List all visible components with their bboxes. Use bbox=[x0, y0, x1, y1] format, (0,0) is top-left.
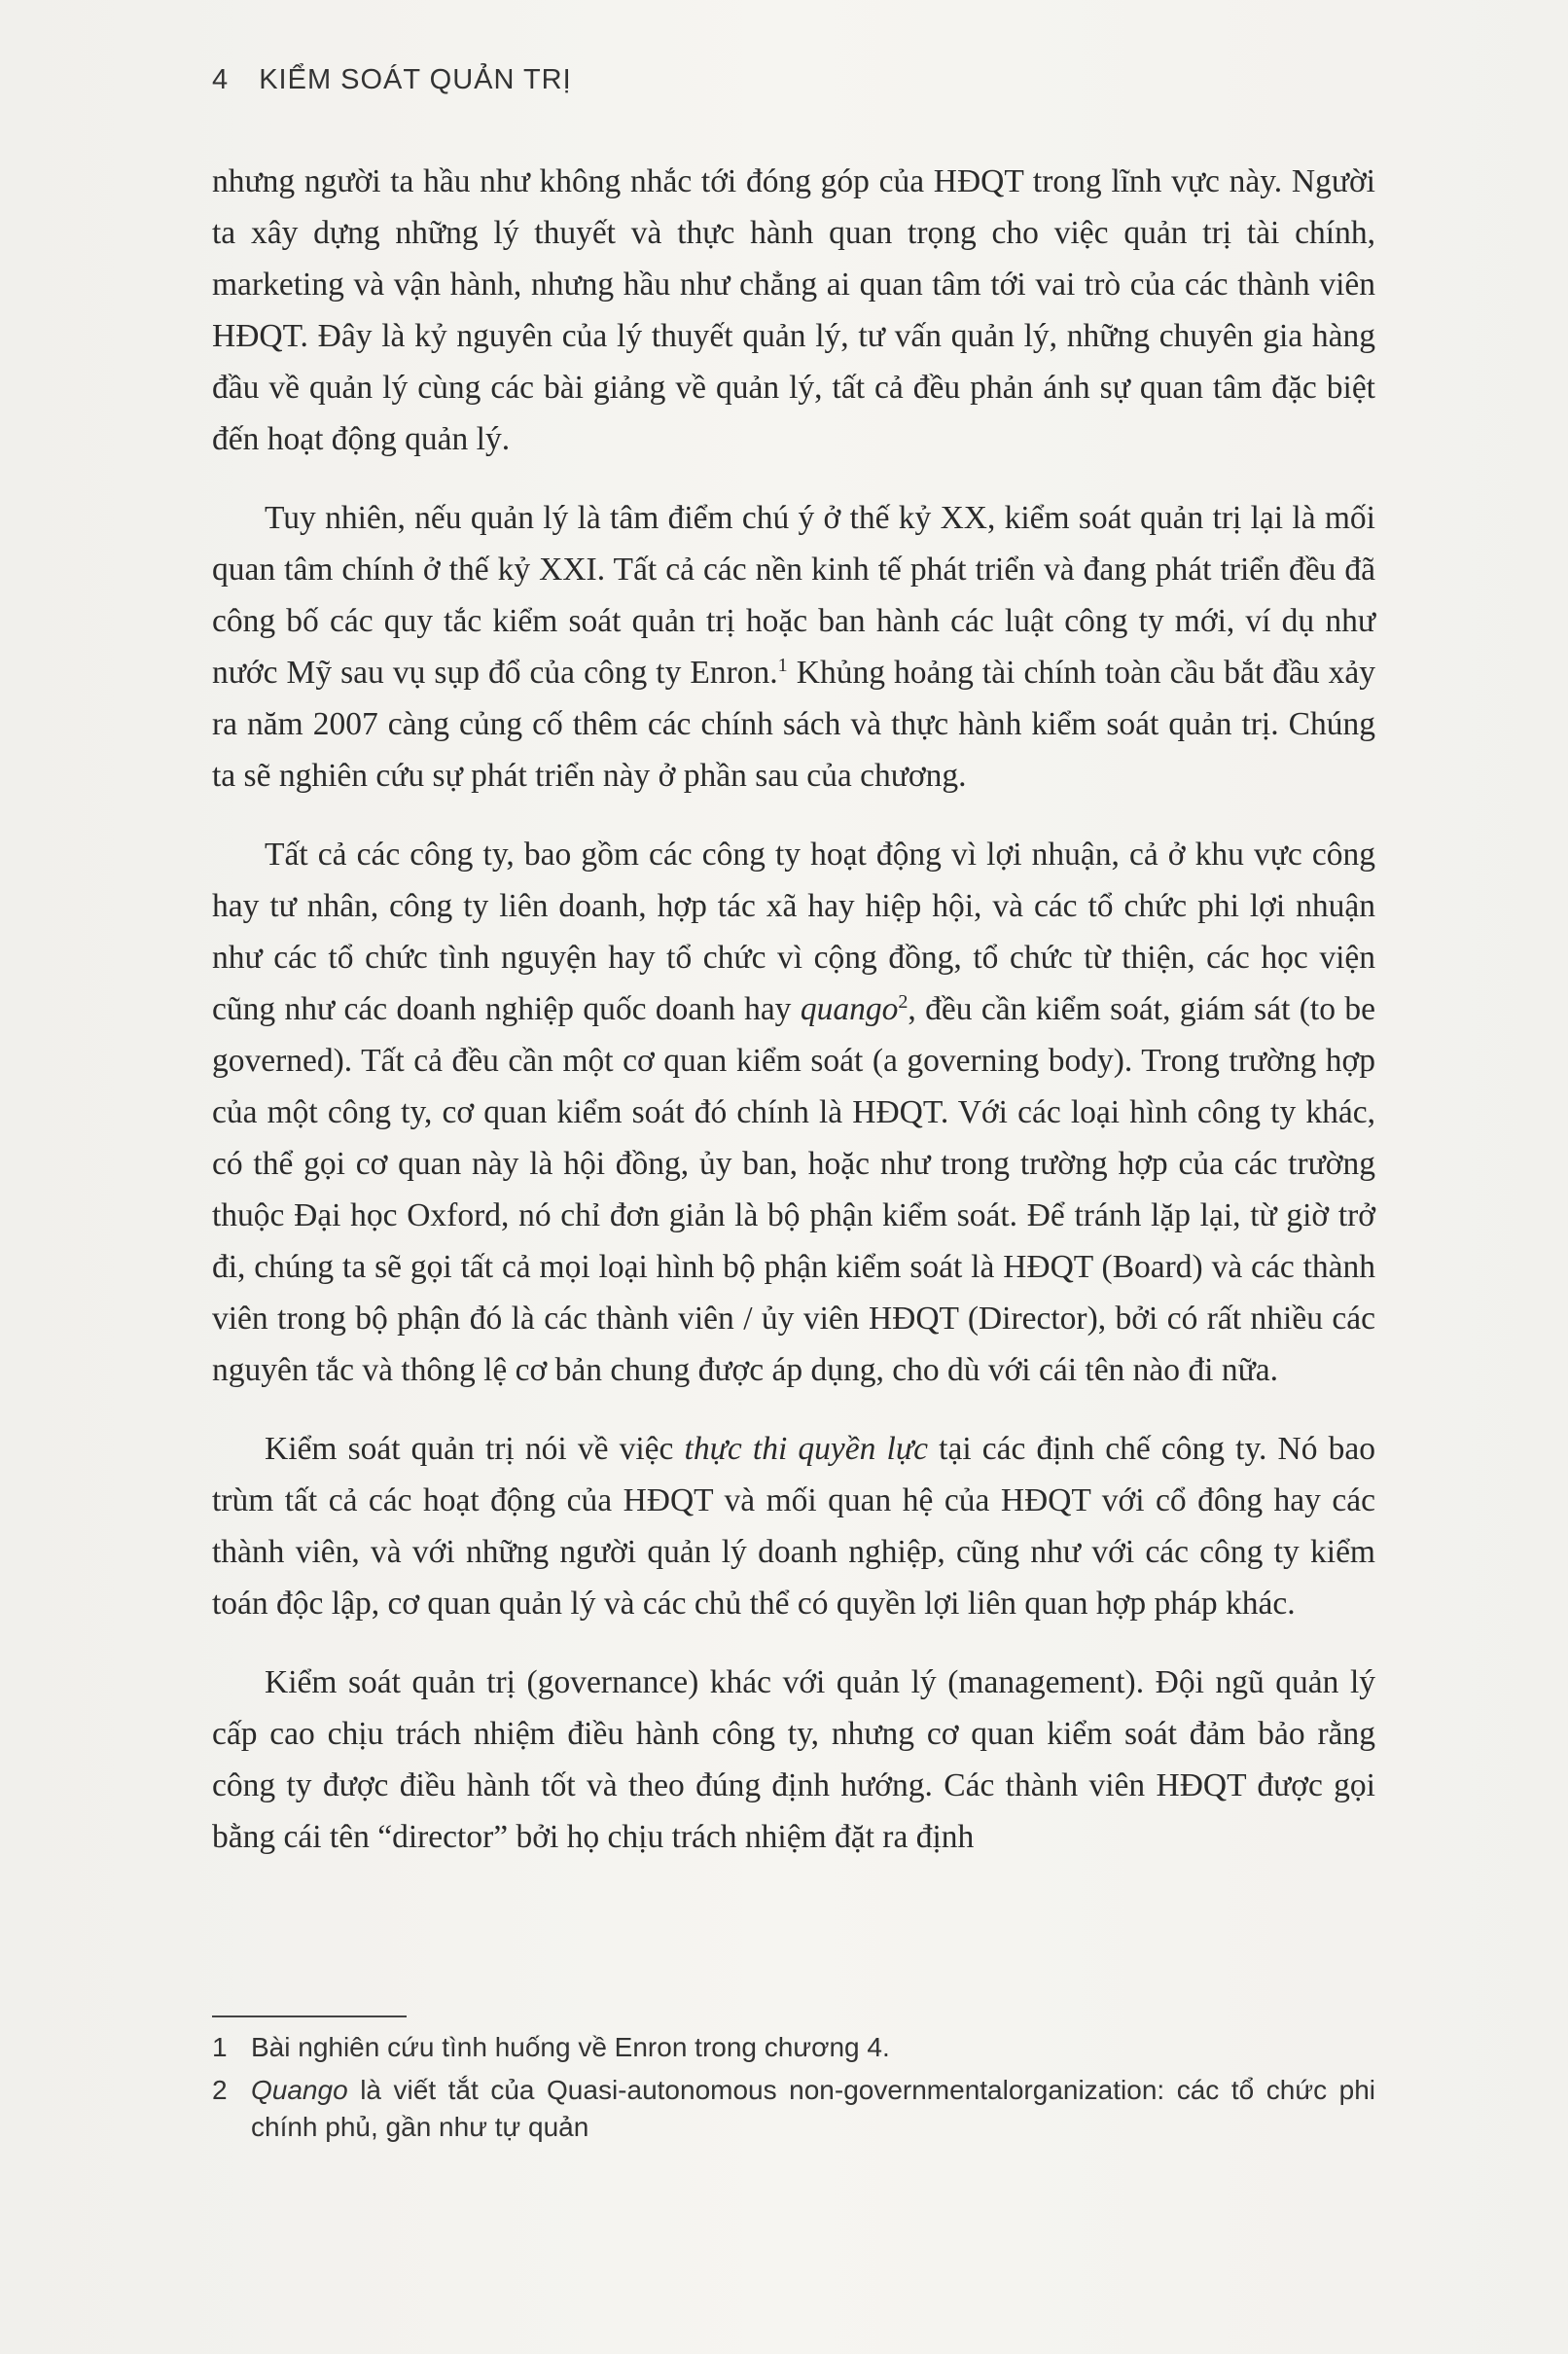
footnotes bbox=[212, 2029, 1375, 2152]
paragraph-2-text-b: Khủng hoảng tài chính toàn cầu bắt đầu xảy ra năm 2007 càng củng cố thêm các chính sách và thực hành kiểm soát quản trị. Chúng ta sẽ nghiên cứu sự phát triển này ở phần sau của chương. bbox=[212, 655, 1375, 794]
footnote-2-number: 2 bbox=[212, 2075, 228, 2105]
paragraph-4-text-b: tại các định chế công ty. Nó bao trùm tất cả các hoạt động của HĐQT và mối quan hệ của HĐQT với cổ đông hay các thành viên, và với những người quản lý doanh nghiệp, cũng như với các công ty kiểm toán độc lập, cơ quan quản lý và các chủ thể có quyền lợi liên quan hợp pháp khác. bbox=[212, 1431, 1376, 1622]
footnote-2-body bbox=[251, 2072, 1375, 2146]
footnote-1-text: Bài nghiên cứu tình huống về Enron trong chương 4. bbox=[251, 2032, 890, 2062]
footnote-2-text: là viết tắt của Quasi-autonomous non-governmentalorganization: các tổ chức phi chính phủ, gần như tự quản bbox=[251, 2075, 1375, 2142]
paragraph-4-text-a: Kiểm soát quản trị nói về việc bbox=[265, 1431, 674, 1467]
paragraph-1 bbox=[212, 156, 1375, 465]
running-title: KIỂM SOÁT QUẢN TRỊ bbox=[259, 64, 572, 95]
paragraph-1-text: nhưng người ta hầu như không nhắc tới đóng góp của HĐQT trong lĩnh vực này. Người ta xây dựng những lý thuyết và thực hành quan trọng cho việc quản trị tài chính, marketing và vận hành, nhưng hầu như chẳng ai quan tâm tới vai trò của các thành viên HĐQT. Đây là kỷ nguyên của lý thuyết quản lý, tư vấn quản lý, những chuyên gia hàng đầu về quản lý cùng các bài giảng về quản lý, tất cả đều phản ánh sự quan tâm đặc biệt đến hoạt động quản lý. bbox=[212, 163, 1375, 457]
footnote-2-term: Quango bbox=[251, 2075, 348, 2105]
page-number: 4 bbox=[212, 64, 230, 95]
paragraph-2 bbox=[212, 492, 1375, 802]
footnote-2 bbox=[212, 2072, 1375, 2146]
paragraph-3-italic-term: quango bbox=[800, 991, 899, 1027]
running-header bbox=[212, 64, 572, 96]
footnote-1-number: 1 bbox=[212, 2032, 228, 2062]
footnote-ref-2: 2 bbox=[898, 990, 909, 1013]
paragraph-5-text: Kiểm soát quản trị (governance) khác với quản lý (management). Đội ngũ quản lý cấp cao chịu trách nhiệm điều hành công ty, nhưng cơ quan kiểm soát đảm bảo rằng công ty được điều hành tốt và theo đúng định hướng. Các thành viên HĐQT được gọi bằng cái tên “director” bởi họ chịu trách nhiệm đặt ra định bbox=[212, 1664, 1375, 1855]
paragraph-3 bbox=[212, 829, 1375, 1396]
footnote-1 bbox=[212, 2029, 1375, 2066]
paragraph-4 bbox=[212, 1423, 1375, 1629]
footnote-ref-1: 1 bbox=[777, 654, 788, 676]
paragraph-2-text-a: Tuy nhiên, nếu quản lý là tâm điểm chú ý ở thế kỷ XX, kiểm soát quản trị lại là mối quan tâm chính ở thế kỷ XXI. Tất cả các nền kinh tế phát triển và đang phát triển đều đã công bố các quy tắc kiểm soát quản trị hoặc ban hành các luật công ty mới, ví dụ như nước Mỹ sau vụ sụp đổ của công ty Enron. bbox=[212, 500, 1375, 691]
paragraph-4-italic-phrase: thực thi quyền lực bbox=[684, 1431, 928, 1467]
body-text bbox=[212, 156, 1375, 1890]
paragraph-3-text-a: Tất cả các công ty, bao gồm các công ty hoạt động vì lợi nhuận, cả ở khu vực công hay tư nhân, công ty liên doanh, hợp tác xã hay hiệp hội, và các tổ chức phi lợi nhuận như các tổ chức tình nguyện hay tổ chức vì cộng đồng, tổ chức từ thiện, các học viện cũng như các doanh nghiệp quốc doanh hay bbox=[212, 837, 1375, 1027]
paragraph-5 bbox=[212, 1657, 1375, 1863]
paragraph-3-text-b: , đều cần kiểm soát, giám sát (to be governed). Tất cả đều cần một cơ quan kiểm soát (a governing body). Trong trường hợp của một công ty, cơ quan kiểm soát đó chính là HĐQT. Với các loại hình công ty khác, có thể gọi cơ quan này là hội đồng, ủy ban, hoặc như trong trường hợp của các trường thuộc Đại học Oxford, nó chỉ đơn giản là bộ phận kiểm soát. Để tránh lặp lại, từ giờ trở đi, chúng ta sẽ gọi tất cả mọi loại hình bộ phận kiểm soát là HĐQT (Board) và các thành viên trong bộ phận đó là các thành viên / ủy viên HĐQT (Director), bởi có rất nhiều các nguyên tắc và thông lệ cơ bản chung được áp dụng, cho dù với cái tên nào đi nữa. bbox=[212, 991, 1375, 1388]
footnote-divider bbox=[212, 2015, 407, 2017]
